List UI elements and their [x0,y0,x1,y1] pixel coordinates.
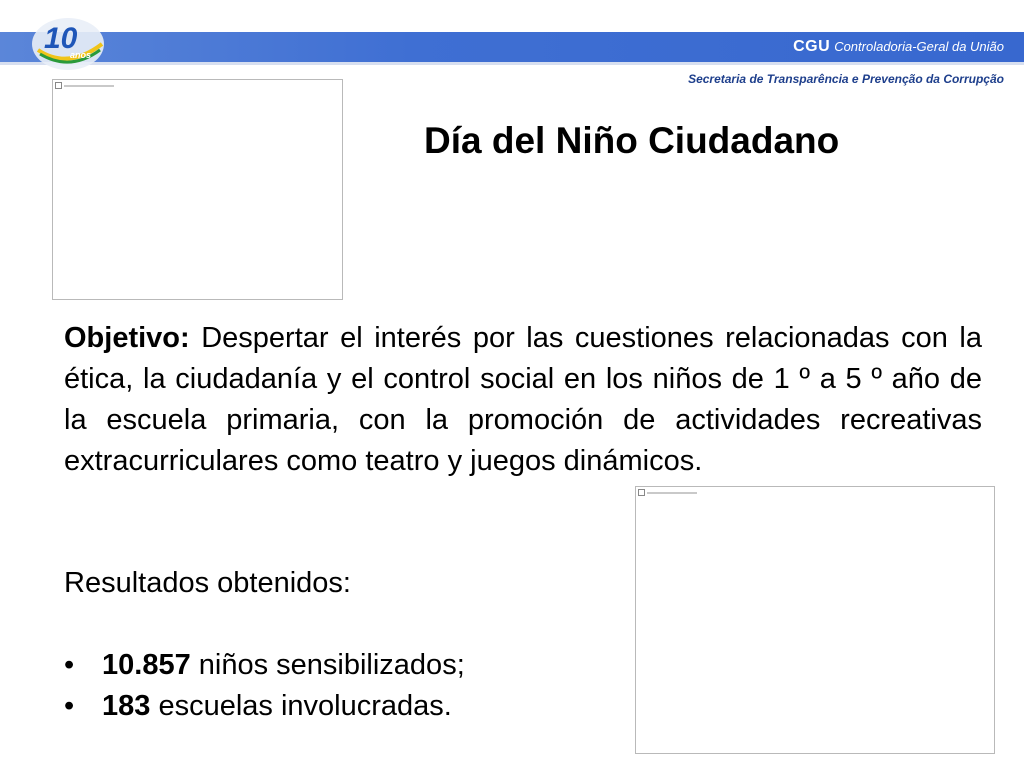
brand-full: Controladoria-Geral da União [834,39,1004,54]
broken-image-icon [55,82,114,89]
list-item [64,645,465,686]
image-placeholder-top [52,79,343,300]
brand [793,38,1004,56]
bullet-icon: • [64,690,75,722]
objective-paragraph [64,318,982,482]
bullet-icon: • [64,649,75,681]
list-item [64,686,465,727]
objective-text: Despertar el interés por las cuestiones relacionadas con la ética, la ciudadanía y el control social en los niños de 1 º a 5 º año de la escuela primaria, con la promoción de actividades recreativas extracurriculares como teatro y juegos dinámicos. [64,322,982,477]
logo-number: 10 [44,22,78,55]
slide-title: Día del Niño Ciudadano [424,120,840,161]
anniversary-logo [30,10,108,72]
results-list [64,645,465,727]
broken-image-icon [638,489,697,496]
logo-word: anos [70,50,92,60]
bullet-text: niños sensibilizados; [190,649,465,681]
brand-short: CGU [793,38,831,55]
bullet-value: 10.857 [102,649,191,681]
secretaria-subtitle: Secretaria de Transparência e Prevenção da Corrupção [688,72,1004,86]
bullet-value: 183 [102,690,151,722]
header-divider [0,62,1024,65]
objective-label: Objetivo: [64,322,190,354]
bullet-text: escuelas involucradas. [150,690,452,722]
image-placeholder-bottom [635,486,995,754]
results-heading: Resultados obtenidos: [64,567,351,599]
